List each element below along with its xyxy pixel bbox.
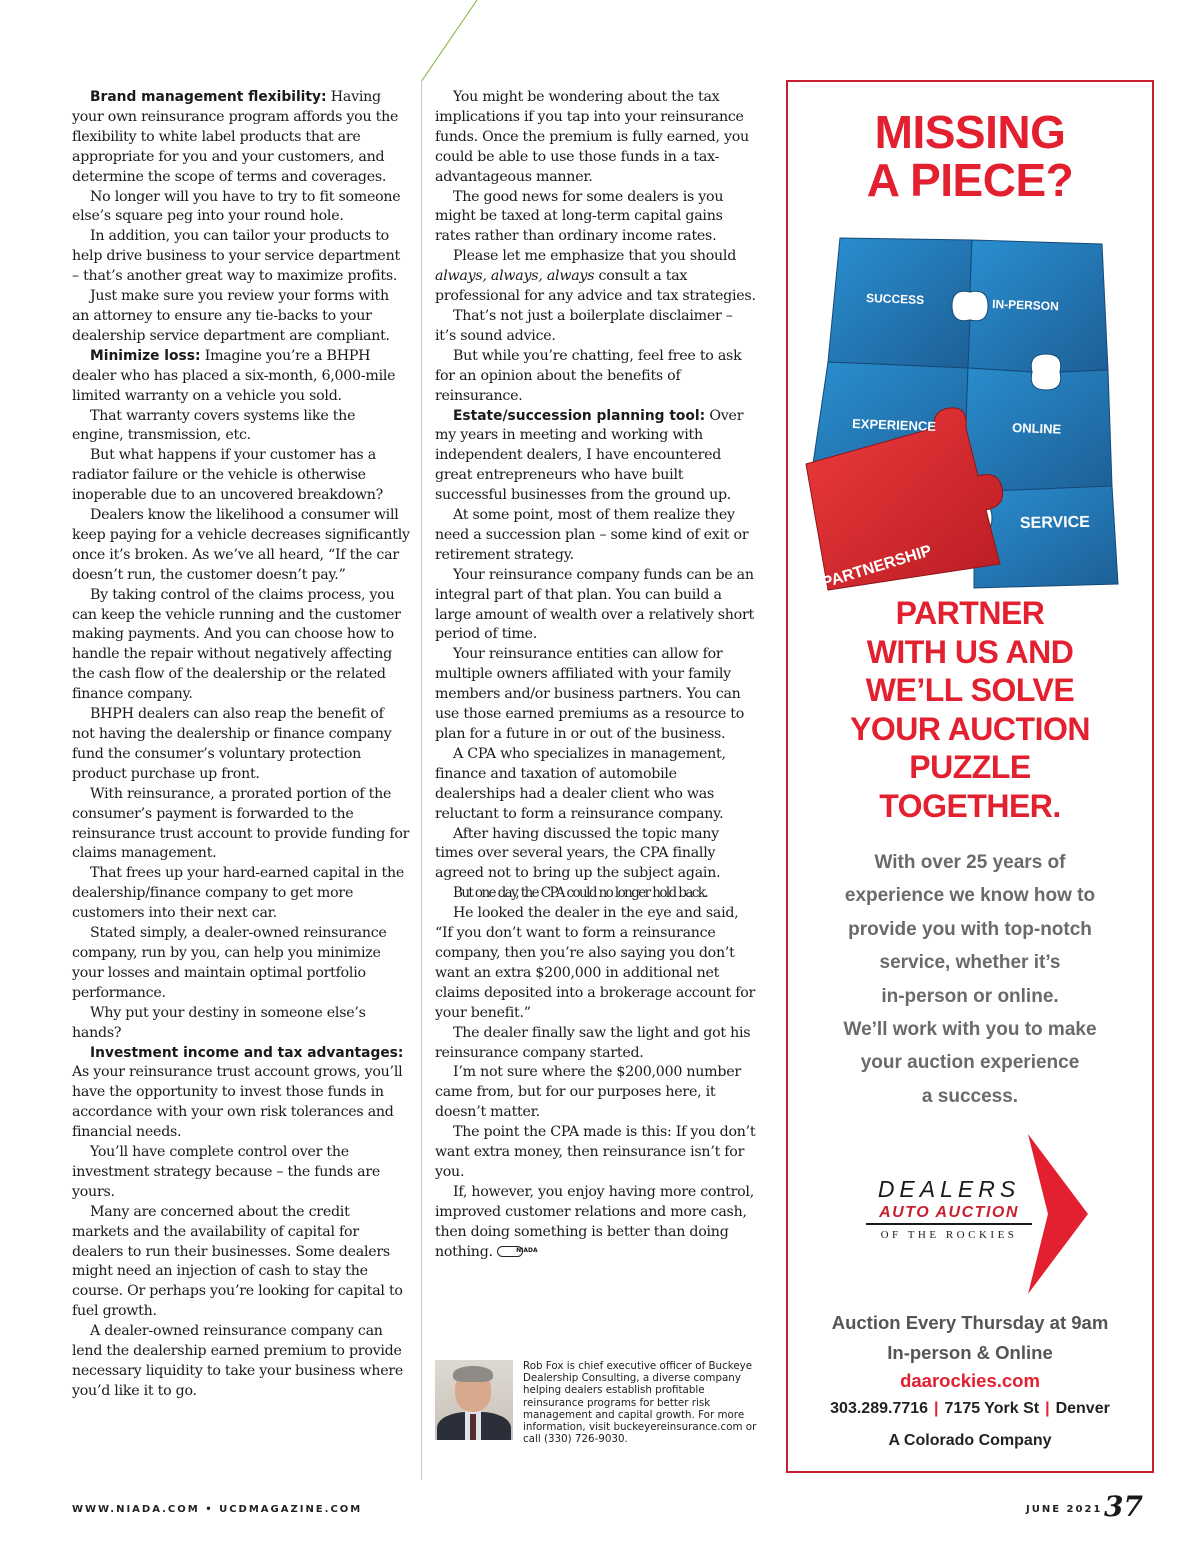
paragraph-text: You might be wondering about the tax implications if you tap into your reinsurance funds. Once the premium is fully earned, you could be able to use those funds in a tax-advantageous manner. — [435, 89, 749, 185]
ad-body-line: service, whether it’s — [879, 952, 1061, 974]
paragraph-text: With reinsurance, a prorated portion of the consumer’s payment is forwarded to the reinsurance trust account to provide funding for claims management. — [72, 785, 410, 862]
paragraph-text: But what happens if your customer has a radiator failure or the vehicle is otherwise inoperable due to an uncovered breakdown? — [72, 447, 383, 504]
section-heading: Brand management flexibility: — [90, 89, 327, 105]
article-paragraph — [72, 227, 410, 287]
paragraph-text: That warranty covers systems like the engine, transmission, etc. — [72, 407, 356, 444]
paragraph-text: consult a tax professional for any advice and tax strategies. — [435, 268, 756, 305]
ad-subhead-line: PUZZLE — [909, 749, 1031, 785]
paragraph-text: The dealer finally saw the light and got his reinsurance company started. — [435, 1024, 751, 1061]
article-column-1 — [72, 88, 410, 1402]
paragraph-text: Please let me emphasize that you should — [453, 248, 737, 265]
paragraph-text: He looked the dealer in the eye and said, “If you don’t want to form a reinsurance company, then you’re also saying you don’t want an extra $200,000 in additional net claims deposited into a brokerage account for your benefit.” — [435, 905, 756, 1021]
article-paragraph — [72, 446, 410, 506]
ad-schedule-line: Auction Every Thursday at 9am — [831, 1312, 1109, 1333]
article-paragraph — [435, 1183, 757, 1263]
paragraph-text: That’s not just a boilerplate disclaimer – it’s sound advice. — [435, 307, 733, 344]
ad-contact-line — [788, 1400, 1152, 1418]
paragraph-text: If, however, you enjoy having more control, improved customer relations and more cash, then doing something is better than doing nothing. — [435, 1183, 754, 1260]
paragraph-text: Why put your destiny in someone else’s hands? — [72, 1004, 366, 1041]
paragraph-text: In addition, you can tailor your products to help drive business to your service department – that’s another great way to maximize profits. — [72, 228, 400, 285]
paragraph-text: Your reinsurance company funds can be an integral part of that plan. You can build a large amount of wealth over a relatively short period of time. — [435, 566, 754, 643]
ad-schedule — [788, 1308, 1152, 1368]
article-paragraph — [72, 864, 410, 924]
paragraph-text: Having your own reinsurance program affords you the flexibility to white label products that are appropriate for you and your customers, and determine the scope of terms and coverages. — [72, 89, 399, 185]
article-paragraph — [435, 566, 757, 646]
logo-of-the-rockies-text: OF THE ROCKIES — [880, 1229, 1018, 1241]
puzzle-label-experience: EXPERIENCE — [851, 416, 937, 434]
paragraph-text: The good news for some dealers is you might be taxed at long-term capital gains rates rather than ordinary income rates. — [435, 188, 724, 245]
separator: | — [934, 1400, 939, 1417]
footer-websites: WWW.NIADA.COM • UCDMAGAZINE.COM — [72, 1504, 363, 1515]
decorative-corner-line — [421, 0, 481, 82]
paragraph-text: Your reinsurance entities can allow for multiple owners affiliated with your family members and/or business partners. You can use those earned premiums as a resource to plan for a future in or out of the business. — [435, 646, 745, 742]
paragraph-text: But one day, the CPA could no longer hold back. — [453, 885, 708, 902]
paragraph-text: As your reinsurance trust account grows, you’ll have the opportunity to invest those funds in accordance with your own risk tolerances and financial needs. — [72, 1064, 403, 1141]
article-paragraph — [435, 825, 757, 885]
ad-body-line: your auction experience — [860, 1052, 1080, 1074]
ad-body-line: a success. — [921, 1085, 1019, 1107]
paragraph-text: No longer will you have to try to fit someone else’s square peg into your round hole. — [72, 188, 401, 225]
ad-address: 7175 York St — [944, 1400, 1040, 1417]
paragraph-text: Imagine you’re a BHPH dealer who has placed a six-month, 6,000-mile limited warranty on a vehicle you sold. — [72, 347, 396, 404]
article-paragraph — [72, 586, 410, 705]
ad-subhead-line: YOUR AUCTION — [850, 710, 1090, 747]
article-paragraph — [72, 188, 410, 228]
ad-body-line: experience we know how to — [844, 885, 1096, 907]
puzzle-label-success: SUCCESS — [865, 291, 925, 308]
section-heading: Minimize loss: — [90, 347, 201, 364]
ad-headline — [788, 108, 1152, 204]
ad-subhead-line: WITH US AND — [866, 633, 1074, 670]
puzzle-label-in-person: IN-PERSON — [991, 297, 1060, 314]
paragraph-text: That frees up your hard-earned capital in the dealership/finance company to get more customers into their next car. — [72, 865, 405, 922]
author-bio — [435, 1360, 761, 1446]
paragraph-text: Just make sure you review your forms with an attorney to ensure any tie-backs to your dealership service department are compliant. — [72, 288, 390, 344]
article-paragraph — [435, 506, 757, 566]
article-paragraph — [435, 1123, 757, 1183]
ad-schedule-line: In-person & Online — [887, 1342, 1053, 1363]
emphasis-text: always, always, always — [435, 268, 595, 285]
paragraph-text: The point the CPA made is this: If you don’t want extra money, then reinsurance isn’t for you. — [435, 1124, 756, 1180]
paragraph-text: BHPH dealers can also reap the benefit of not having the dealership or finance company fund the consumer’s voluntary protection product purchase up front. — [72, 706, 392, 782]
paragraph-text: Over my years in meeting and working with independent dealers, I have encountered great entrepreneurs who have built successful businesses from the ground up. — [435, 407, 744, 504]
author-photo — [435, 1360, 513, 1440]
dealers-auto-auction-logo — [862, 1134, 1092, 1266]
paragraph-text: A dealer-owned reinsurance company can lend the dealership earned premium to provide necessary liquidity to take your business where you’d like it to go. — [72, 1323, 404, 1399]
paragraph-text: By taking control of the claims process, you can keep the vehicle running and the customer making payments. And you can choose how to handle the repair without negatively affecting the cash flow of the dealership or the related finance company. — [72, 586, 401, 703]
article-paragraph — [435, 307, 757, 347]
article-paragraph — [72, 924, 410, 1004]
ad-subhead — [788, 594, 1152, 825]
article-paragraph — [435, 1024, 757, 1064]
article-paragraph — [435, 347, 757, 407]
article-column-2 — [435, 88, 757, 1262]
paragraph-text: At some point, most of them realize they need a succession plan – some kind of exit or retirement strategy. — [435, 507, 749, 563]
article-paragraph — [72, 785, 410, 865]
paragraph-text: You’ll have complete control over the investment strategy because – the funds are yours. — [72, 1144, 381, 1200]
article-paragraph — [72, 1322, 410, 1402]
paragraph-text: Dealers know the likelihood a consumer will keep paying for a vehicle decreases significantly once it’s broken. As we’ve all heard, “If the car doesn’t run, the customer doesn’t pay.” — [72, 507, 410, 583]
ad-city: Denver — [1055, 1400, 1110, 1417]
section-heading: Estate/succession planning tool: — [453, 407, 706, 424]
article-paragraph — [72, 1004, 410, 1044]
footer-issue-date: JUNE 2021 — [1026, 1504, 1103, 1515]
paragraph-text: But while you’re chatting, feel free to ask for an opinion about the benefits of reinsurance. — [435, 347, 742, 404]
ad-tagline: A Colorado Company — [888, 1432, 1052, 1449]
puzzle-label-partnership: PARTNERSHIP — [820, 542, 934, 592]
article-paragraph — [435, 88, 757, 188]
article-paragraph — [72, 347, 410, 407]
separator: | — [1045, 1400, 1050, 1417]
article-paragraph — [72, 407, 410, 447]
article-paragraph — [435, 904, 757, 1023]
article-paragraph — [72, 287, 410, 347]
ad-body-line: provide you with top-notch — [848, 918, 1092, 940]
ad-body-text — [808, 846, 1132, 1113]
paragraph-text: I’m not sure where the $200,000 number came from, but for our purposes here, it doesn’t matter. — [435, 1064, 741, 1121]
paragraph-text: A CPA who specializes in management, finance and taxation of automobile dealerships had a dealer client who was reluctant to form a reinsurance company. — [435, 745, 726, 822]
article-paragraph — [435, 884, 757, 904]
puzzle-label-online: ONLINE — [1011, 420, 1062, 437]
paragraph-text: After having discussed the topic many times over several years, the CPA finally agreed not to bring up the subject again. — [435, 825, 721, 882]
paragraph-text: Stated simply, a dealer-owned reinsurance company, run by you, can help you minimize your losses and maintain optimal portfolio performance. — [72, 925, 387, 1001]
article-paragraph — [435, 188, 757, 248]
advertisement-dealers-auto-auction — [786, 80, 1154, 1473]
puzzle-label-service: SERVICE — [1019, 513, 1091, 532]
article-paragraph — [72, 705, 410, 785]
article-paragraph — [72, 1044, 410, 1144]
article-paragraph — [435, 1063, 757, 1123]
ad-phone[interactable]: 303.289.7716 — [830, 1400, 929, 1417]
logo-auto-auction-text: AUTO AUCTION — [866, 1204, 1032, 1225]
chevron-right-icon — [1026, 1134, 1090, 1294]
ad-body-line: We’ll work with you to make — [843, 1019, 1097, 1041]
ad-headline-line: A PIECE? — [866, 154, 1074, 206]
article-paragraph — [435, 407, 757, 507]
ad-subhead-line: PARTNER — [895, 595, 1045, 631]
ad-website-link[interactable]: daarockies.com — [900, 1370, 1040, 1391]
ad-headline-line: MISSING — [874, 106, 1066, 158]
article-paragraph — [72, 1143, 410, 1203]
paragraph-text: Many are concerned about the credit markets and the availability of capital for dealers to run their businesses. Some dealers might need an injection of cash to stay the course. Or perhaps you’re looking for capital to fuel growth. — [72, 1203, 403, 1320]
article-paragraph — [72, 1203, 410, 1322]
ad-body-line: in-person or online. — [881, 985, 1059, 1007]
article-paragraph — [72, 88, 410, 188]
article-paragraph — [435, 745, 757, 825]
section-heading: Investment income and tax advantages: — [90, 1044, 404, 1061]
niada-end-mark-icon: NIADA — [497, 1246, 523, 1257]
page-number: 37 — [1104, 1490, 1143, 1523]
logo-dealers-text: DEALERS — [877, 1176, 1021, 1202]
article-paragraph — [435, 247, 757, 307]
article-paragraph — [435, 645, 757, 745]
ad-body-line: With over 25 years of — [874, 852, 1066, 873]
article-paragraph — [72, 506, 410, 586]
ad-subhead-line: WE’LL SOLVE — [865, 672, 1075, 708]
ad-subhead-line: TOGETHER. — [879, 787, 1061, 824]
puzzle-graphic — [802, 232, 1142, 592]
column-divider — [421, 80, 422, 1480]
author-bio-text: Rob Fox is chief executive officer of Buckeye Dealership Consulting, a diverse company helping dealers establish profitable reinsurance programs for better risk management and capital growth. For more information, visit buckeyereinsurance.com or call (330) 726-9030. — [523, 1360, 757, 1446]
